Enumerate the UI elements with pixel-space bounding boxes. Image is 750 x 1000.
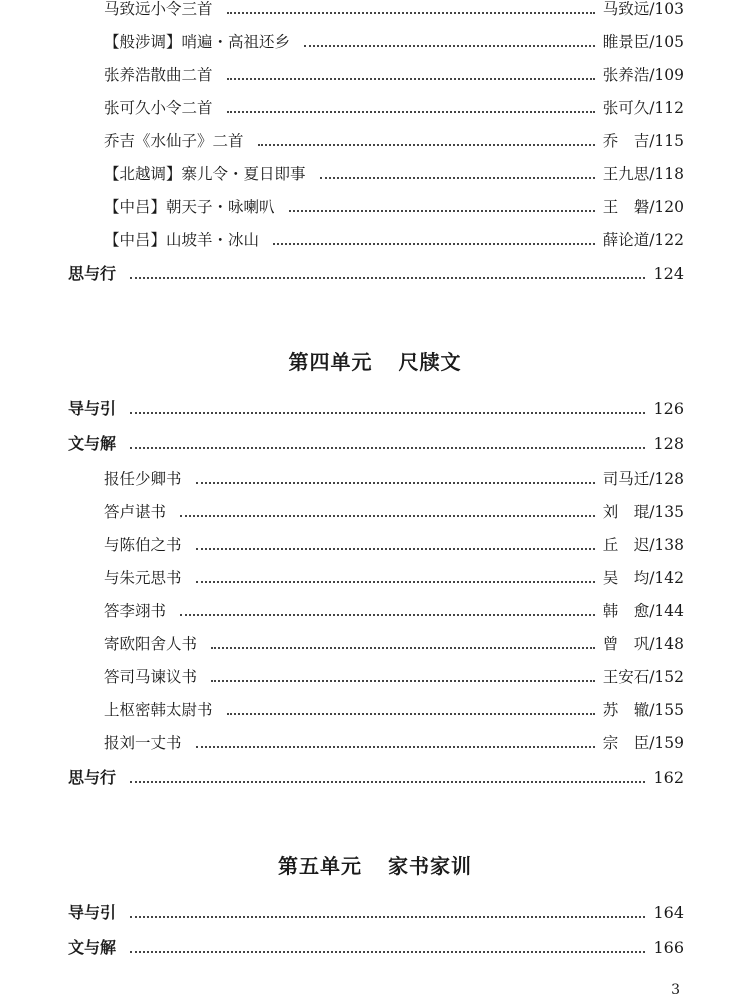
entry-title: 思与行	[68, 768, 117, 787]
unit-heading	[0, 850, 750, 879]
toc-entry[interactable]	[104, 194, 684, 220]
entry-author-page: 司马迁/128	[602, 470, 684, 488]
entry-title: 报刘一丈书	[104, 734, 182, 752]
entry-title: 文与解	[68, 938, 117, 957]
entry-author-page: 王 磐/120	[602, 198, 684, 216]
toc-entry[interactable]	[104, 0, 684, 22]
entry-author-page: 睢景臣/105	[602, 33, 684, 51]
entry-page: 166	[653, 938, 684, 957]
dot-leader	[130, 447, 645, 449]
entry-title: 【般涉调】哨遍・高祖还乡	[104, 33, 291, 51]
toc-entry[interactable]	[104, 697, 684, 723]
dot-leader	[196, 548, 595, 550]
toc-entry[interactable]	[104, 631, 684, 657]
entry-title: 报任少卿书	[104, 470, 182, 488]
unit-label: 第四单元	[288, 350, 373, 374]
toc-entry[interactable]	[104, 565, 684, 591]
entry-title: 上枢密韩太尉书	[104, 701, 213, 719]
entry-page: 124	[653, 264, 684, 283]
entry-author-page: 张可久/112	[602, 99, 684, 117]
entry-author-page: 王安石/152	[602, 668, 684, 686]
dot-leader	[320, 177, 595, 179]
toc-entry[interactable]	[104, 499, 684, 525]
entry-page: 164	[653, 903, 684, 922]
toc-entry[interactable]	[104, 62, 684, 88]
toc-section-entry[interactable]	[68, 935, 684, 961]
dot-leader	[180, 515, 595, 517]
unit-name: 家书家训	[388, 854, 472, 878]
unit-heading	[0, 346, 750, 375]
entry-author-page: 张养浩/109	[602, 66, 684, 84]
toc-section-entry[interactable]	[68, 765, 684, 791]
entry-title: 张可久小令二首	[104, 99, 213, 117]
dot-leader	[196, 581, 595, 583]
dot-leader	[227, 78, 595, 80]
dot-leader	[211, 647, 595, 649]
dot-leader	[227, 111, 595, 113]
entry-title: 马致远小令三首	[104, 0, 213, 18]
dot-leader	[304, 45, 595, 47]
page-number: 3	[671, 982, 680, 998]
toc-entry[interactable]	[104, 532, 684, 558]
entry-author-page: 丘 迟/138	[602, 536, 684, 554]
dot-leader	[273, 243, 595, 245]
entry-title: 寄欧阳舍人书	[104, 635, 198, 653]
dot-leader	[130, 916, 645, 918]
entry-author-page: 韩 愈/144	[602, 602, 684, 620]
entry-title: 【中吕】山坡羊・冰山	[104, 231, 260, 249]
entry-title: 导与引	[68, 399, 117, 418]
toc-entry[interactable]	[104, 161, 684, 187]
entry-author-page: 薛论道/122	[602, 231, 684, 249]
entry-title: 导与引	[68, 903, 117, 922]
entry-author-page: 宗 臣/159	[602, 734, 684, 752]
entry-author-page: 王九思/118	[602, 165, 684, 183]
dot-leader	[258, 144, 595, 146]
entry-author-page: 刘 琨/135	[602, 503, 684, 521]
toc-entry[interactable]	[104, 466, 684, 492]
entry-page: 162	[653, 768, 684, 787]
entry-author-page: 马致远/103	[602, 0, 684, 18]
toc-section-entry[interactable]	[68, 900, 684, 926]
entry-author-page: 乔 吉/115	[602, 132, 684, 150]
dot-leader	[130, 781, 645, 783]
entry-title: 答卢谌书	[104, 503, 167, 521]
dot-leader	[227, 12, 595, 14]
toc-entry[interactable]	[104, 95, 684, 121]
dot-leader	[130, 412, 645, 414]
dot-leader	[227, 713, 595, 715]
dot-leader	[289, 210, 595, 212]
entry-title: 答李翊书	[104, 602, 167, 620]
entry-title: 张养浩散曲二首	[104, 66, 213, 84]
entry-author-page: 曾 巩/148	[602, 635, 684, 653]
toc-section-entry[interactable]	[68, 396, 684, 422]
dot-leader	[196, 482, 595, 484]
dot-leader	[196, 746, 595, 748]
dot-leader	[180, 614, 595, 616]
toc-section-entry[interactable]	[68, 431, 684, 457]
toc-entry[interactable]	[104, 598, 684, 624]
entry-title: 与陈伯之书	[104, 536, 182, 554]
entry-author-page: 苏 辙/155	[602, 701, 684, 719]
entry-title: 答司马谏议书	[104, 668, 198, 686]
toc-section-entry[interactable]	[68, 261, 684, 287]
dot-leader	[130, 951, 645, 953]
dot-leader	[211, 680, 595, 682]
toc-entry[interactable]	[104, 128, 684, 154]
toc-entry[interactable]	[104, 730, 684, 756]
unit-name: 尺牍文	[398, 350, 462, 374]
entry-title: 【中吕】朝天子・咏喇叭	[104, 198, 275, 216]
toc-entry[interactable]	[104, 227, 684, 253]
entry-title: 与朱元思书	[104, 569, 182, 587]
dot-leader	[130, 277, 645, 279]
entry-title: 【北越调】寨儿令・夏日即事	[104, 165, 306, 183]
entry-page: 128	[653, 434, 684, 453]
entry-page: 126	[653, 399, 684, 418]
entry-title: 思与行	[68, 264, 117, 283]
entry-author-page: 吴 均/142	[602, 569, 684, 587]
entry-title: 文与解	[68, 434, 117, 453]
toc-entry[interactable]	[104, 29, 684, 55]
entry-title: 乔吉《水仙子》二首	[104, 132, 244, 150]
unit-label: 第五单元	[278, 854, 362, 878]
toc-entry[interactable]	[104, 664, 684, 690]
